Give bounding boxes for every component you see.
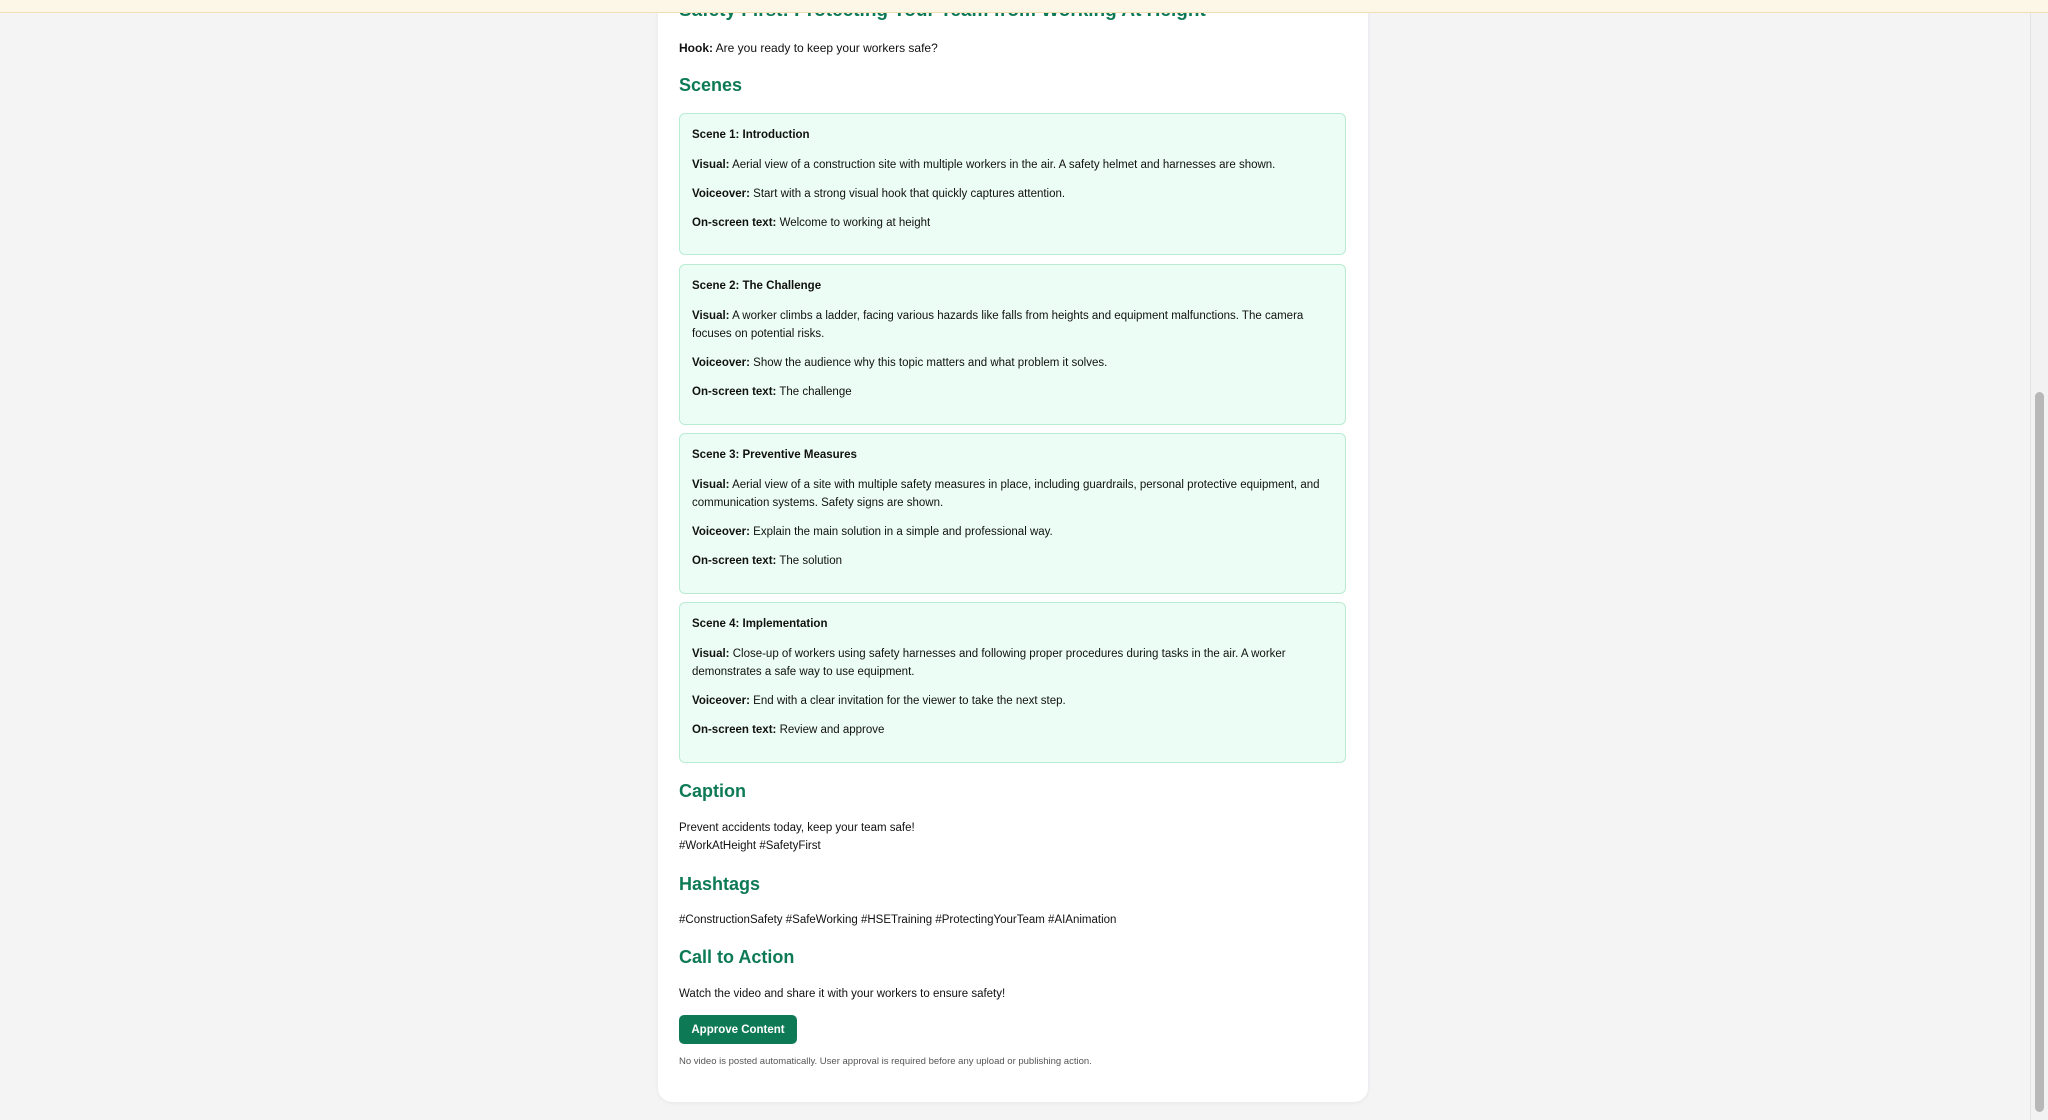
onscreen-text: Welcome to working at height xyxy=(779,217,931,229)
visual-label: Visual: xyxy=(692,479,730,491)
scene-onscreen xyxy=(692,552,1333,570)
cta-text: Watch the video and share it with your workers to ensure safety! xyxy=(679,988,1006,1000)
scene-title: Scene 3: Preventive Measures xyxy=(692,449,857,461)
onscreen-label: On-screen text: xyxy=(692,386,777,398)
scene-title: Scene 1: Introduction xyxy=(692,129,810,141)
onscreen-text: The challenge xyxy=(779,386,852,398)
top-banner xyxy=(0,0,2048,13)
voiceover-label: Voiceover: xyxy=(692,357,750,369)
scene-onscreen xyxy=(692,383,1333,401)
voiceover-text: Start with a strong visual hook that quickly captures attention. xyxy=(753,188,1066,200)
visual-text: Aerial view of a site with multiple safety measures in place, including guardrails, personal protective equipment, and communication systems. Safety signs are shown. xyxy=(692,479,1320,509)
onscreen-label: On-screen text: xyxy=(692,217,777,229)
onscreen-label: On-screen text: xyxy=(692,555,777,567)
hook-label: Hook: xyxy=(679,41,713,55)
visual-text: A worker climbs a ladder, facing various hazards like falls from heights and equipment malfunctions. The camera focuses on potential risks. xyxy=(692,310,1304,340)
approve-content-button[interactable]: Approve Content xyxy=(679,1015,797,1044)
caption-line: Prevent accidents today, keep your team safe! xyxy=(679,822,915,834)
voiceover-text: End with a clear invitation for the viewer to take the next step. xyxy=(753,695,1066,707)
scene-card xyxy=(679,113,1346,255)
scene-voiceover xyxy=(692,523,1333,541)
scene-visual xyxy=(692,645,1333,681)
scenes-heading: Scenes xyxy=(679,75,743,95)
scene-voiceover xyxy=(692,692,1333,710)
scene-voiceover xyxy=(692,354,1333,372)
visual-label: Visual: xyxy=(692,310,730,322)
hashtags-heading: Hashtags xyxy=(679,874,761,894)
scene-visual xyxy=(692,476,1333,512)
hashtags-text: #ConstructionSafety #SafeWorking #HSETraining #ProtectingYourTeam #AIAnimation xyxy=(679,914,1117,926)
scene-card xyxy=(679,264,1346,425)
visual-text: Aerial view of a construction site with multiple workers in the air. A safety helmet and harnesses are shown. xyxy=(732,159,1276,171)
scene-onscreen xyxy=(692,214,1333,232)
scene-card xyxy=(679,602,1346,763)
hook-text: Are you ready to keep your workers safe? xyxy=(715,41,938,55)
visual-text: Close-up of workers using safety harnesses and following proper procedures during tasks in the air. A worker demonstrates a safe way to use equipment. xyxy=(692,648,1286,678)
disclaimer-text: No video is posted automatically. User approval is required before any upload or publishing action. xyxy=(679,1056,1092,1067)
onscreen-label: On-screen text: xyxy=(692,724,777,736)
scene-title: Scene 2: The Challenge xyxy=(692,280,822,292)
voiceover-label: Voiceover: xyxy=(692,526,750,538)
caption-heading: Caption xyxy=(679,781,746,801)
scene-voiceover xyxy=(692,185,1333,203)
voiceover-label: Voiceover: xyxy=(692,188,750,200)
caption-tags: #WorkAtHeight #SafetyFirst xyxy=(679,840,821,852)
scene-title: Scene 4: Implementation xyxy=(692,618,828,630)
scene-card xyxy=(679,433,1346,594)
caption-text xyxy=(679,819,915,855)
onscreen-text: The solution xyxy=(779,555,843,567)
onscreen-text: Review and approve xyxy=(779,724,885,736)
scene-visual xyxy=(692,307,1333,343)
voiceover-label: Voiceover: xyxy=(692,695,750,707)
visual-label: Visual: xyxy=(692,159,730,171)
voiceover-text: Show the audience why this topic matters and what problem it solves. xyxy=(753,357,1108,369)
scrollbar-thumb[interactable] xyxy=(2035,392,2044,1112)
scene-onscreen xyxy=(692,721,1333,739)
scene-visual xyxy=(692,156,1333,174)
voiceover-text: Explain the main solution in a simple and professional way. xyxy=(753,526,1053,538)
cta-heading: Call to Action xyxy=(679,947,795,967)
visual-label: Visual: xyxy=(692,648,730,660)
hook-line xyxy=(679,40,938,56)
